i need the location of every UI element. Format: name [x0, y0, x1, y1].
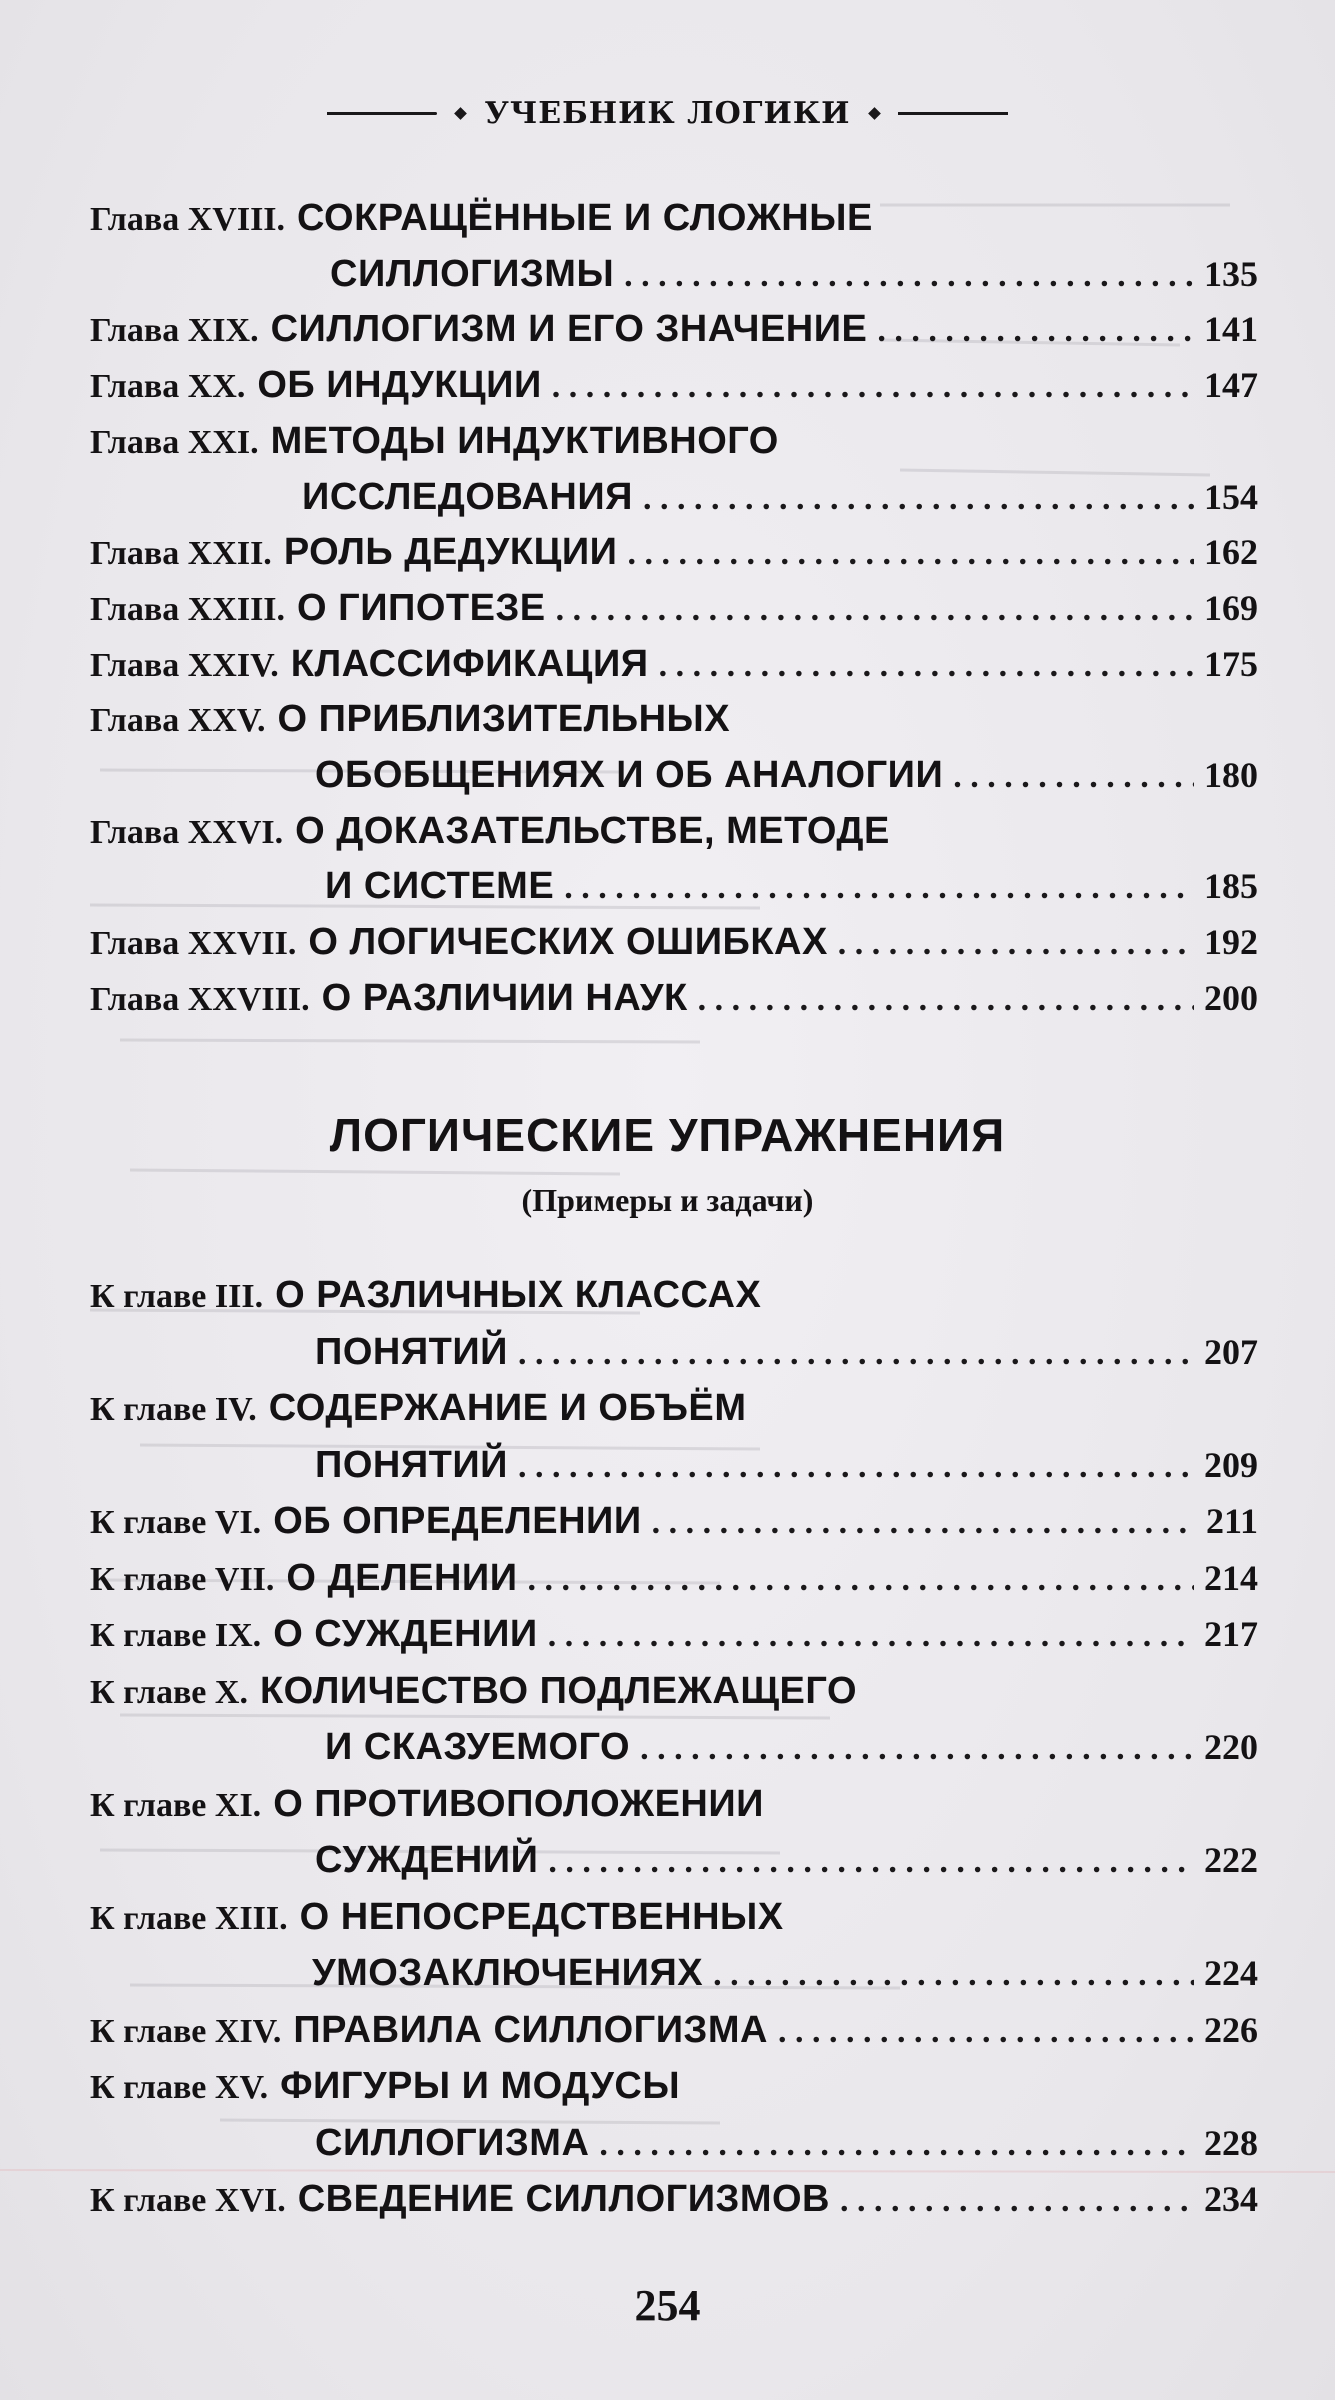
dot-leader [518, 1442, 1194, 1492]
toc-entry-continuation[interactable] [315, 1440, 1258, 1490]
entry-chapter-label: К главе XIII. [90, 1899, 288, 1937]
header-left-rule [327, 112, 437, 115]
entry-page-number: 224 [1204, 1953, 1258, 1993]
entry-page-number: 180 [1204, 755, 1258, 795]
toc-entry[interactable] [90, 917, 1258, 967]
dot-leader [548, 1611, 1194, 1661]
entry-title-continuation: СУЖДЕНИЙ [315, 1839, 539, 1881]
section-subtitle: (Примеры и задачи) [521, 1182, 814, 1218]
dot-leader [552, 362, 1194, 412]
toc-entry[interactable] [90, 1892, 1258, 1942]
dot-leader [627, 529, 1194, 579]
toc-entry-continuation[interactable] [315, 1835, 1258, 1885]
toc-entry[interactable] [90, 2061, 1258, 2111]
toc-entry-continuation[interactable] [315, 1327, 1258, 1377]
dot-leader [713, 1950, 1194, 2000]
entry-title-continuation: СИЛЛОГИЗМЫ [330, 252, 615, 295]
entry-title-continuation: ИССЛЕДОВАНИЯ [302, 475, 633, 518]
entry-title: СВЕДЕНИЕ СИЛЛОГИЗМОВ [297, 2178, 830, 2220]
entry-title: О РАЗЛИЧНЫХ КЛАССАХ [275, 1274, 762, 1316]
toc-entry[interactable] [90, 639, 1258, 689]
dot-leader [778, 2007, 1194, 2057]
header-left-ornament [455, 107, 468, 120]
dot-leader [528, 1555, 1194, 1605]
toc-entry[interactable] [90, 2005, 1258, 2055]
entry-page-number: 207 [1204, 1331, 1258, 1372]
dot-leader [640, 1724, 1194, 1774]
toc-entry[interactable] [90, 416, 1258, 466]
entry-chapter-label: Глава XX. [90, 368, 246, 406]
toc-entry[interactable] [90, 1496, 1258, 1546]
entry-title-continuation: ПОНЯТИЙ [315, 1443, 508, 1486]
entry-page-number: 226 [1204, 2009, 1258, 2050]
dot-leader [840, 2176, 1194, 2226]
entry-page-number: 200 [1204, 977, 1258, 1018]
entry-page-number: 220 [1204, 1727, 1258, 1767]
entry-page-number: 192 [1204, 922, 1258, 963]
entry-title: О ДОКАЗАТЕЛЬСТВЕ, МЕТОДЕ [295, 809, 890, 852]
dot-leader [599, 2120, 1194, 2170]
entry-page-number: 169 [1204, 587, 1258, 628]
toc-entry-continuation[interactable] [302, 472, 1258, 522]
entry-title: РОЛЬ ДЕДУКЦИИ [283, 531, 618, 574]
entry-chapter-label: Глава XXII. [90, 535, 272, 573]
entry-chapter-label: Глава XXVIII. [90, 980, 310, 1018]
dot-leader [698, 975, 1194, 1025]
toc-entry-continuation[interactable] [312, 1948, 1258, 1998]
entry-chapter-label: К главе XI. [90, 1786, 262, 1824]
toc-entry[interactable] [90, 1609, 1258, 1659]
entry-title: ОБ ИНДУКЦИИ [257, 364, 542, 407]
entry-chapter-label: К главе X. [90, 1673, 248, 1711]
entry-page-number: 162 [1204, 532, 1258, 573]
toc-entry-continuation[interactable] [315, 750, 1258, 800]
dot-leader [548, 1837, 1194, 1887]
toc-entry[interactable] [90, 1666, 1258, 1716]
toc-entry[interactable] [90, 360, 1258, 410]
toc-entry-continuation[interactable] [330, 249, 1258, 299]
running-header [0, 96, 1335, 136]
toc-entry[interactable] [90, 1270, 1258, 1320]
entry-chapter-label: К главе XVI. [90, 2182, 286, 2219]
toc-entry[interactable] [90, 1779, 1258, 1829]
dot-leader [564, 863, 1194, 913]
entry-chapter-label: К главе XIV. [90, 2012, 282, 2050]
dot-leader [838, 919, 1194, 969]
entry-page-number: 217 [1204, 1614, 1258, 1654]
entry-title: О ПРОТИВОПОЛОЖЕНИИ [273, 1782, 764, 1825]
entry-title-continuation: СИЛЛОГИЗМА [315, 2121, 590, 2164]
toc-entry[interactable] [90, 1383, 1258, 1433]
entry-page-number: 228 [1204, 2122, 1258, 2163]
entry-title: О ДЕЛЕНИИ [286, 1556, 518, 1599]
entry-title: О ПРИБЛИЗИТЕЛЬНЫХ [277, 698, 731, 741]
entry-chapter-label: Глава XXV. [90, 702, 266, 740]
toc-entry[interactable] [90, 694, 1258, 744]
entry-page-number: 175 [1204, 643, 1258, 684]
entry-title: О ЛОГИЧЕСКИХ ОШИБКАХ [308, 921, 828, 964]
toc-entry[interactable] [90, 973, 1258, 1023]
entry-title-continuation: И СИСТЕМЕ [325, 865, 555, 908]
entry-chapter-label: К главе III. [90, 1278, 264, 1315]
entry-title: О ГИПОТЕЗЕ [297, 586, 546, 629]
entry-chapter-label: К главе IV. [90, 1391, 257, 1428]
dot-leader [652, 1498, 1196, 1548]
toc-entry[interactable] [90, 304, 1258, 354]
section-title: ЛОГИЧЕСКИЕ УПРАЖНЕНИЯ [329, 1109, 1006, 1161]
toc-entry[interactable] [90, 1553, 1258, 1603]
entry-chapter-label: К главе IX. [90, 1617, 262, 1654]
entry-title-continuation: И СКАЗУЕМОГО [325, 1726, 631, 1768]
toc-entry-continuation[interactable] [325, 861, 1258, 911]
header-right-ornament [868, 107, 881, 120]
entry-title-continuation: ОБОБЩЕНИЯХ И ОБ АНАЛОГИИ [315, 754, 944, 796]
entry-chapter-label: Глава XXVI. [90, 813, 284, 851]
toc-entry-continuation[interactable] [315, 2118, 1258, 2168]
entry-chapter-label: Глава XXIV. [90, 646, 279, 684]
entry-title: О СУЖДЕНИИ [273, 1613, 538, 1655]
dot-leader [953, 752, 1194, 802]
dot-leader [624, 251, 1194, 301]
entry-chapter-label: Глава XXI. [90, 423, 259, 461]
entry-title: О РАЗЛИЧИИ НАУК [321, 976, 688, 1019]
entry-title: МЕТОДЫ ИНДУКТИВНОГО [270, 419, 779, 462]
toc-entry-continuation[interactable] [325, 1722, 1258, 1772]
entry-page-number: 185 [1204, 866, 1258, 907]
entry-title: КЛАССИФИКАЦИЯ [290, 642, 649, 685]
toc-entry[interactable] [90, 2174, 1258, 2224]
entry-chapter-label: Глава XIX. [90, 312, 259, 350]
toc-entry[interactable] [90, 193, 1258, 243]
running-title: УЧЕБНИК ЛОГИКИ [484, 96, 851, 131]
toc-entry[interactable] [90, 806, 1258, 856]
page-number: 254 [634, 2281, 701, 2330]
entry-chapter-label: Глава XXIII. [90, 590, 286, 628]
dot-leader [643, 474, 1194, 524]
entry-title-continuation: УМОЗАКЛЮЧЕНИЯХ [312, 1952, 704, 1994]
entry-title-continuation: ПОНЯТИЙ [315, 1330, 508, 1373]
header-right-rule [898, 112, 1008, 115]
entry-title: ПРАВИЛА СИЛЛОГИЗМА [293, 2008, 768, 2051]
entry-page-number: 154 [1204, 476, 1258, 517]
entry-title: О НЕПОСРЕДСТВЕННЫХ [299, 1895, 784, 1938]
toc-entry[interactable] [90, 527, 1258, 577]
dot-leader [877, 306, 1194, 356]
entry-page-number: 141 [1204, 309, 1258, 350]
entry-page-number: 211 [1205, 1501, 1258, 1541]
entry-page-number: 147 [1204, 365, 1258, 406]
entry-title: СИЛЛОГИЗМ И ЕГО ЗНАЧЕНИЕ [270, 308, 868, 351]
entry-page-number: 209 [1204, 1444, 1258, 1485]
entry-page-number: 135 [1204, 253, 1258, 294]
entry-chapter-label: К главе VI. [90, 1504, 262, 1541]
entry-title: СОКРАЩЁННЫЕ И СЛОЖНЫЕ [297, 197, 873, 239]
entry-chapter-label: К главе XV. [90, 2069, 269, 2106]
entry-chapter-label: Глава XVIII. [90, 201, 286, 238]
entry-chapter-label: Глава XXVII. [90, 925, 297, 963]
entry-page-number: 234 [1204, 2179, 1258, 2219]
dot-leader [518, 1329, 1194, 1379]
entry-chapter-label: К главе VII. [90, 1560, 275, 1598]
entry-title: КОЛИЧЕСТВО ПОДЛЕЖАЩЕГО [259, 1669, 858, 1712]
toc-entry[interactable] [90, 583, 1258, 633]
entry-page-number: 222 [1204, 1840, 1258, 1880]
entry-page-number: 214 [1204, 1557, 1258, 1598]
entry-title: ФИГУРЫ И МОДУСЫ [280, 2065, 681, 2107]
entry-title: СОДЕРЖАНИЕ И ОБЪЁМ [268, 1387, 747, 1429]
dot-leader [659, 641, 1194, 691]
dot-leader [556, 585, 1194, 635]
entry-title: ОБ ОПРЕДЕЛЕНИИ [273, 1500, 642, 1542]
